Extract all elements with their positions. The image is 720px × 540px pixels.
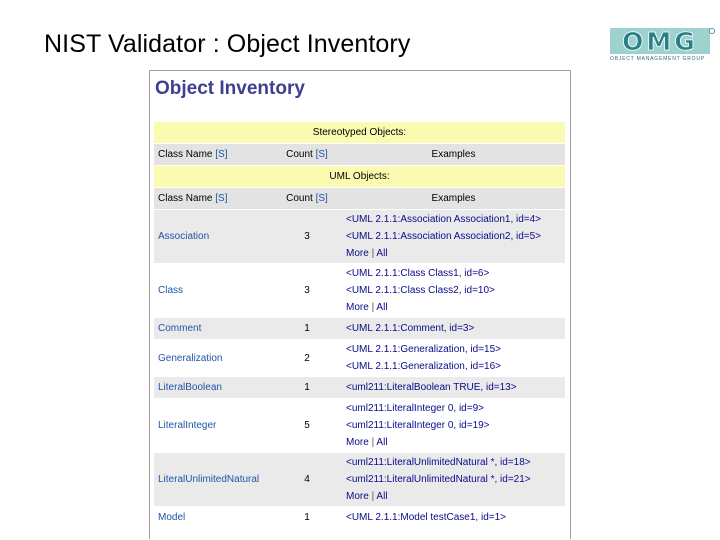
example-link[interactable]: <uml211:LiteralBoolean TRUE, id=13> bbox=[346, 382, 517, 393]
all-link[interactable]: All bbox=[376, 491, 388, 502]
slide-title: NIST Validator : Object Inventory bbox=[44, 30, 411, 58]
example-link[interactable]: <UML 2.1.1:Association Association1, id=4> bbox=[346, 214, 542, 225]
count-cell: 3 bbox=[272, 264, 342, 318]
count-cell: 3 bbox=[272, 210, 342, 264]
table-row bbox=[154, 399, 565, 453]
class-name-link[interactable]: Comment bbox=[154, 318, 272, 340]
more-all-links bbox=[346, 299, 561, 316]
more-all-links bbox=[346, 488, 561, 505]
examples-cell bbox=[342, 318, 565, 340]
example-link[interactable]: <uml211:LiteralUnlimitedNatural *, id=18> bbox=[346, 457, 531, 468]
column-examples: Examples bbox=[342, 188, 565, 210]
table-row bbox=[154, 377, 565, 399]
uml-column-header bbox=[154, 188, 565, 210]
example-link[interactable]: <uml211:LiteralUnlimitedNatural *, id=21> bbox=[346, 474, 531, 485]
examples-cell bbox=[342, 210, 565, 264]
uml-section-label: UML Objects: bbox=[154, 166, 565, 188]
examples-cell bbox=[342, 453, 565, 507]
sort-marker[interactable]: [S] bbox=[215, 193, 228, 204]
inventory-table bbox=[154, 121, 565, 529]
more-all-links bbox=[346, 245, 561, 262]
table-row bbox=[154, 264, 565, 318]
example-link[interactable]: <UML 2.1.1:Comment, id=3> bbox=[346, 323, 475, 334]
class-name-link[interactable]: LiteralBoolean bbox=[154, 377, 272, 399]
stereotyped-column-header bbox=[154, 144, 565, 166]
table-row bbox=[154, 507, 565, 529]
object-inventory-frame bbox=[149, 70, 571, 539]
table-row bbox=[154, 318, 565, 340]
link-separator: | bbox=[371, 302, 375, 313]
examples-cell bbox=[342, 507, 565, 529]
table-row bbox=[154, 210, 565, 264]
class-name-link[interactable]: LiteralInteger bbox=[154, 399, 272, 453]
example-link[interactable]: <UML 2.1.1:Model testCase1, id=1> bbox=[346, 512, 506, 523]
table-row bbox=[154, 453, 565, 507]
example-link[interactable]: <uml211:LiteralInteger 0, id=19> bbox=[346, 420, 490, 431]
column-examples: Examples bbox=[342, 144, 565, 166]
count-cell: 5 bbox=[272, 399, 342, 453]
column-class-name[interactable]: Class Name [S] bbox=[154, 188, 272, 210]
omg-logo-mark bbox=[610, 26, 716, 56]
all-link[interactable]: All bbox=[376, 248, 388, 259]
all-link[interactable]: All bbox=[376, 302, 388, 313]
example-link[interactable]: <UML 2.1.1:Association Association2, id=5> bbox=[346, 231, 542, 242]
class-name-link[interactable]: LiteralUnlimitedNatural bbox=[154, 453, 272, 507]
class-name-link[interactable]: Generalization bbox=[154, 340, 272, 377]
sort-marker[interactable]: [S] bbox=[215, 149, 228, 160]
count-cell: 1 bbox=[272, 318, 342, 340]
column-class-name[interactable]: Class Name [S] bbox=[154, 144, 272, 166]
class-name-link[interactable]: Model bbox=[154, 507, 272, 529]
sort-marker[interactable]: [S] bbox=[315, 193, 328, 204]
count-cell: 4 bbox=[272, 453, 342, 507]
omg-logo bbox=[610, 26, 716, 66]
uml-section-header bbox=[154, 166, 565, 188]
more-link[interactable]: More bbox=[346, 491, 369, 502]
count-cell: 2 bbox=[272, 340, 342, 377]
table-row bbox=[154, 340, 565, 377]
more-all-links bbox=[346, 434, 561, 451]
link-separator: | bbox=[371, 491, 375, 502]
stereotyped-section-label: Stereotyped Objects: bbox=[154, 122, 565, 144]
column-count[interactable]: Count [S] bbox=[272, 188, 342, 210]
count-cell: 1 bbox=[272, 507, 342, 529]
class-name-link[interactable]: Class bbox=[154, 264, 272, 318]
example-link[interactable]: <UML 2.1.1:Class Class1, id=6> bbox=[346, 268, 490, 279]
stereotyped-section-header bbox=[154, 122, 565, 144]
link-separator: | bbox=[371, 437, 375, 448]
examples-cell bbox=[342, 264, 565, 318]
class-name-link[interactable]: Association bbox=[154, 210, 272, 264]
more-link[interactable]: More bbox=[346, 302, 369, 313]
omg-logo-tagline: OBJECT MANAGEMENT GROUP bbox=[610, 56, 705, 62]
panel-heading: Object Inventory bbox=[155, 78, 305, 99]
link-separator: | bbox=[371, 248, 375, 259]
example-link[interactable]: <UML 2.1.1:Generalization, id=16> bbox=[346, 361, 502, 372]
examples-cell bbox=[342, 399, 565, 453]
example-link[interactable]: <UML 2.1.1:Generalization, id=15> bbox=[346, 344, 502, 355]
count-cell: 1 bbox=[272, 377, 342, 399]
more-link[interactable]: More bbox=[346, 248, 369, 259]
example-link[interactable]: <UML 2.1.1:Class Class2, id=10> bbox=[346, 285, 495, 296]
example-link[interactable]: <uml211:LiteralInteger 0, id=9> bbox=[346, 403, 484, 414]
column-count[interactable]: Count [S] bbox=[272, 144, 342, 166]
sort-marker[interactable]: [S] bbox=[315, 149, 328, 160]
all-link[interactable]: All bbox=[376, 437, 388, 448]
examples-cell bbox=[342, 340, 565, 377]
omg-logo-text: OMG bbox=[622, 27, 698, 56]
examples-cell bbox=[342, 377, 565, 399]
more-link[interactable]: More bbox=[346, 437, 369, 448]
